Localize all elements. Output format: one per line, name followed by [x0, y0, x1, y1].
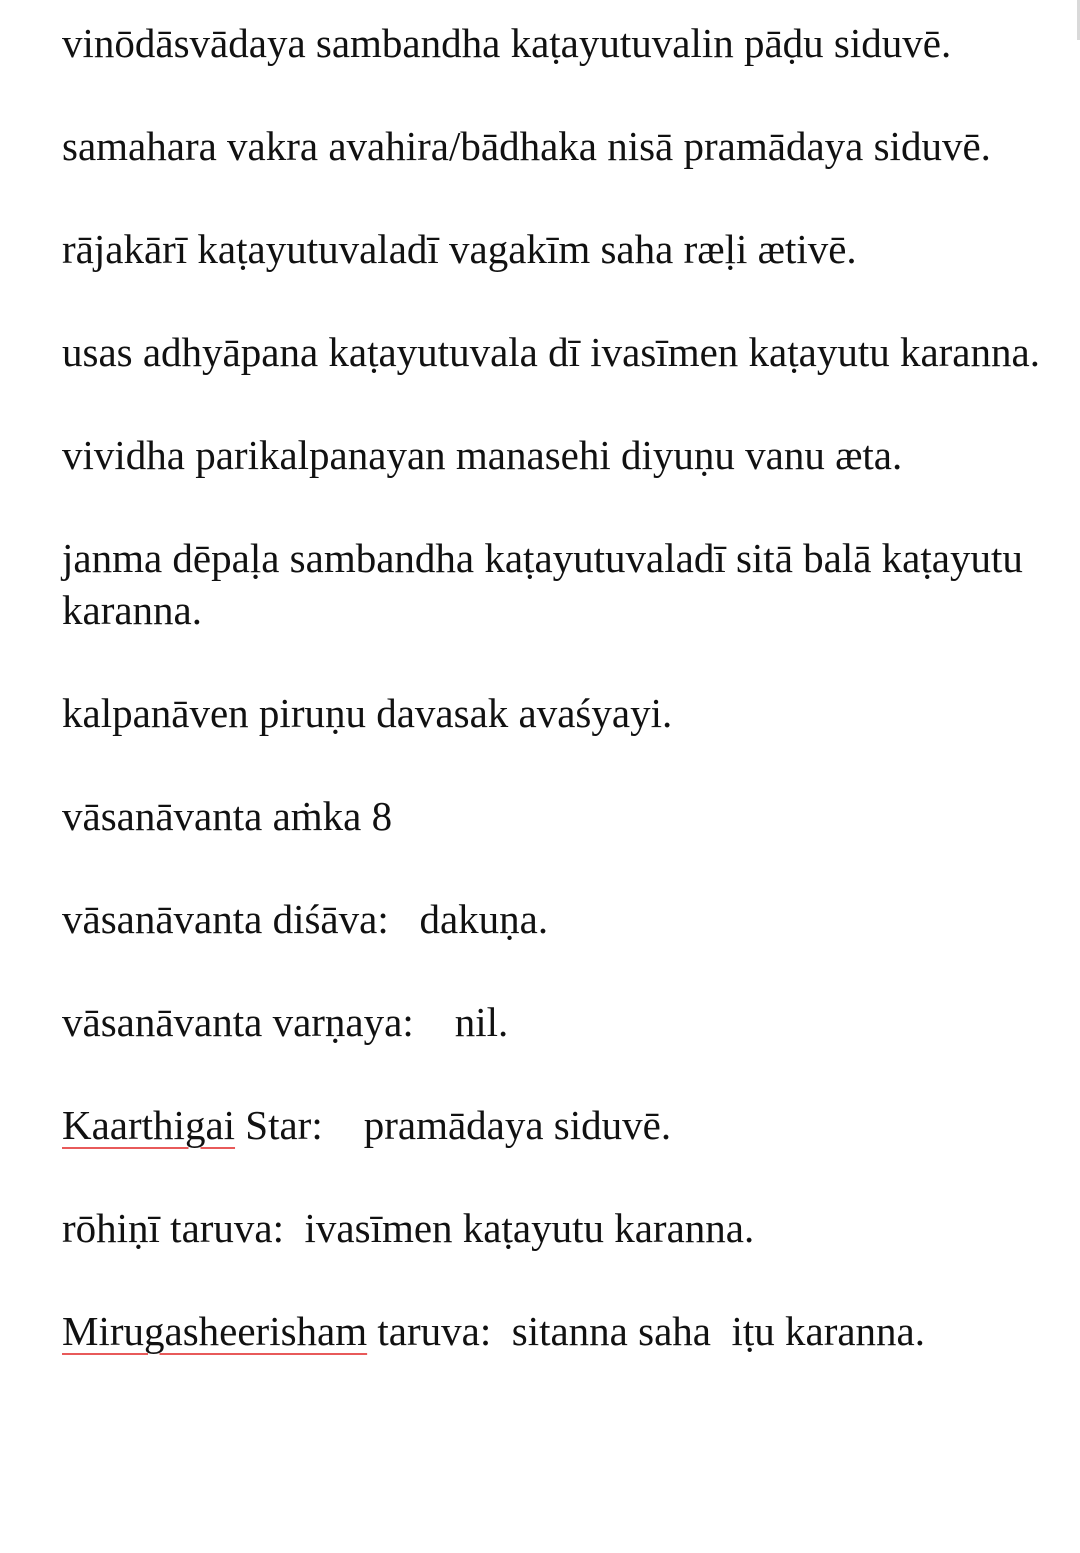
- field-value: sitanna saha iṭu karanna.: [511, 1308, 925, 1354]
- paragraph-1: vinōdāsvādaya sambandha kaṭayutuvalin pāḍu siduvē.: [62, 20, 952, 66]
- field-label-rest: Star:: [235, 1102, 323, 1148]
- paragraph-7: kalpanāven piruṇu davasak avaśyayi.: [62, 690, 673, 736]
- field-lucky-colour: [62, 996, 1062, 1048]
- field-value: ivasīmen kaṭayutu karanna.: [304, 1205, 755, 1251]
- field-rohini-star: [62, 1202, 1062, 1254]
- spellcheck-flagged-word[interactable]: Mirugasheerisham: [62, 1308, 368, 1354]
- field-label-rest: taruva:: [367, 1308, 492, 1354]
- field-value: dakuṇa.: [419, 896, 549, 942]
- document-body: [62, 17, 1062, 1357]
- field-label: rōhiṇī taruva:: [62, 1205, 285, 1251]
- field-label: vāsanāvanta varṇaya:: [62, 999, 414, 1045]
- field-kaarthigai-star: [62, 1099, 1062, 1151]
- field-value: pramādaya siduvē.: [363, 1102, 672, 1148]
- paragraph-6: janma dēpaḷa sambandha kaṭayutuvaladī sitā balā kaṭayutu karanna.: [62, 535, 1034, 633]
- paragraph-3: rājakārī kaṭayutuvaladī vagakīm saha ræḷi ætivē.: [62, 226, 857, 272]
- paragraph-5: vividha parikalpanayan manasehi diyuṇu vanu æta.: [62, 432, 903, 478]
- field-lucky-direction: [62, 893, 1062, 945]
- field-label: vāsanāvanta diśāva:: [62, 896, 389, 942]
- spellcheck-flagged-word[interactable]: Kaarthigai: [62, 1102, 236, 1148]
- paragraph-8: vāsanāvanta aṁka 8: [62, 793, 393, 839]
- field-mirugasheerisham-star: [62, 1305, 1062, 1357]
- field-value: nil.: [454, 999, 509, 1045]
- paragraph-4: usas adhyāpana kaṭayutuvala dī ivasīmen kaṭayutu karanna.: [62, 329, 1040, 375]
- paragraph-2: samahara vakra avahira/bādhaka nisā pramādaya siduvē.: [62, 123, 991, 169]
